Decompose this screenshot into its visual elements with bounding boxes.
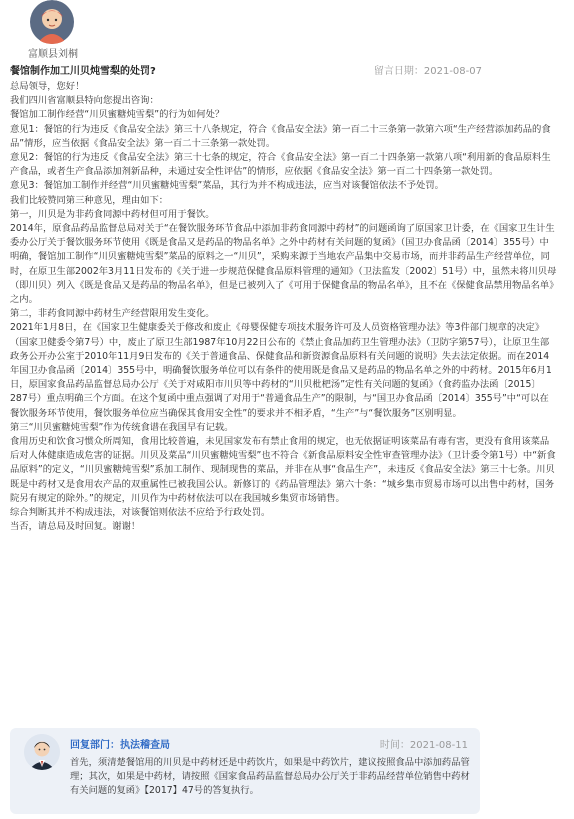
official-avatar-icon (24, 734, 60, 770)
reply-time (380, 736, 468, 751)
author-avatar-icon (29, 0, 75, 44)
letter-paragraph: 综合判断其并不构成违法，对该餐馆则依法不应给予行政处罚。 (10, 507, 271, 519)
letter-paragraph: 餐馆加工制作经营“川贝蜜糖炖雪梨”的行为如何处？ (10, 109, 225, 121)
reply-time-value: 2021-08-11 (409, 740, 468, 751)
letter-date (374, 62, 482, 77)
reply-department-name: 执法稽查局 (120, 740, 170, 751)
letter-paragraph: 2021年1月8日，在《国家卫生健康委关于修改和废止《母婴保健专项技术服务许可及人员资格管理办法》等3件部门规章的决定》（国家卫健委令第7号）中，废止了原卫生部1987年10月22日公布的《禁止食品加药卫生管理办法》（卫防字第57号），让原卫生部政务公开办公室于2010年11月9日发布的《关于普通食品、保健食品和新资源食品原料有关问题的说明》失去法定依据。而在2014年国卫办食品函〔2014〕355号中，明确餐饮服务单位可以有条件的使用既是食品又是药品的物品名单之外的中药材。2015年6月1日，原国家食品药品监督总局办公厅《关于对咸阳市川贝等中药材的“川贝枇杷汤”定性有关问题的复函》（食药监办法函〔2015〕287号）重点明确三个方面。在这个复函中重点强调了对用于“普通食品生产”的限制，与“国卫办食品函〔2014〕355号”中“可以在餐饮服务环节使用，餐饮服务单位应当确保其食用安全性”的要求并不相矛盾，“生产”与“餐饮服务”区别明显。 (10, 322, 552, 419)
letter-body (10, 80, 558, 535)
reply-avatar (24, 734, 60, 770)
letter-paragraph: 第一，川贝是为非药食同源中药材但可用于餐饮。 (10, 208, 215, 220)
author-avatar (29, 0, 75, 44)
author-name: 富顺县刘桐 (28, 49, 78, 60)
letter-paragraph: 我们比较赞同第三种意见，理由如下： (10, 194, 169, 206)
letter-date-value: 2021-08-07 (423, 66, 482, 77)
letter-paragraph: 意见2：餐馆的行为违反《食品安全法》第三十七条的规定，符合《食品安全法》第一百二十四条第一款第八项“利用新的食品原料生产食品，或者生产食品添加剂新品种，未通过安全性评估”的情形，应依据《食品安全法》第一百二十四条第一款处罚。 (10, 152, 551, 178)
reply-department-label: 回复部门： (70, 740, 120, 751)
reply-text: 首先，须清楚餐馆用的川贝是中药材还是中药饮片，如果是中药饮片，建议按照食品中添加药品管理；其次，如果是中药材，请按照《国家食品药品监督总局办公厅关于非药品经营单位销售中药材有关问题的复函》【2017】47号的答复执行。 (70, 757, 470, 796)
letter-paragraph: 第三“川贝蜜糖炖雪梨”作为传统食谱在我国早有记载。 (10, 421, 234, 433)
letter-date-label: 留言日期： (373, 66, 424, 77)
letter-paragraph: 食用历史和饮食习惯众所周知，食用比较普遍，未见国家发布有禁止食用的规定，也无依据证明该菜品有毒有害，更没有食用该菜品后对人体健康造成危害的证据。川贝及菜品“川贝蜜糖炖雪梨”也不符合《新食品原料安全性审查管理办法》（卫计委令第1号）中“新食品原料”的定义，“川贝蜜糖炖雪梨”系加工制作、现制现售的菜品，并非在从事“食品生产”，未违反《食品安全法》第三十七条。川贝既是中药材又是食用农产品的双重属性已被我国公认。新修订的《药品管理法》第六十条：“城乡集市贸易市场可以出售中药材，国务院另有规定的除外。”的规定，川贝作为中药材依法可以在我国城乡集贸市场销售。 (10, 436, 556, 504)
letter-paragraph: 我们四川省富顺县特向您提出咨询： (10, 95, 159, 107)
letter-paragraph: 意见1：餐馆的行为违反《食品安全法》第三十八条规定，符合《食品安全法》第一百二十三条第一款第六项“生产经营添加药品的食品”情形，应当依据《食品安全法》第一百二十三条第一款处罚。 (10, 123, 551, 149)
reply-department (70, 736, 170, 751)
letter-paragraph: 总局领导，您好！ (10, 81, 85, 92)
letter-paragraph: 第二，非药食同源中药材生产经营限用发生变化。 (10, 308, 215, 320)
reply-card (10, 728, 480, 814)
reply-time-label: 时间： (379, 740, 410, 751)
letter-title: 餐馆制作加工川贝炖雪梨的处罚? (10, 66, 156, 77)
letter-paragraph: 意见3：餐馆加工制作并经营“川贝蜜糖炖雪梨”菜品，其行为并不构成违法，应当对该餐馆依法不予处罚。 (10, 180, 444, 192)
letter-paragraph: 2014年，原食品药品监督总局对关于“在餐饮服务环节食品中添加非药食同源中药材”的问题函询了原国家卫计委，在《国家卫生计生委办公厅关于餐饮服务环节使用《既是食品又是药品的物品名单》之外中药材有关问题的复函》（国卫办食品函〔2014〕355号）中明确，餐馆加工制作“川贝蜜糖炖雪梨”菜品的原料之一“川贝”，采购来源于当地农产品集中交易市场，而并非药品生产经营单位，同时，在原卫生部2002年3月11日发布的《关于进一步规范保健食品原料管理的通知》（卫法监发〔2002〕51号）中，虽然未将川贝母（即川贝）列入《既是食品又是药品的物品名单》，但是已被列入了《可用于保健食品的物品名单》，且不在《保健食品禁用物品名单》之内。 (10, 223, 557, 306)
letter-paragraph: 当否，请总局及时回复。谢谢！ (10, 521, 141, 533)
